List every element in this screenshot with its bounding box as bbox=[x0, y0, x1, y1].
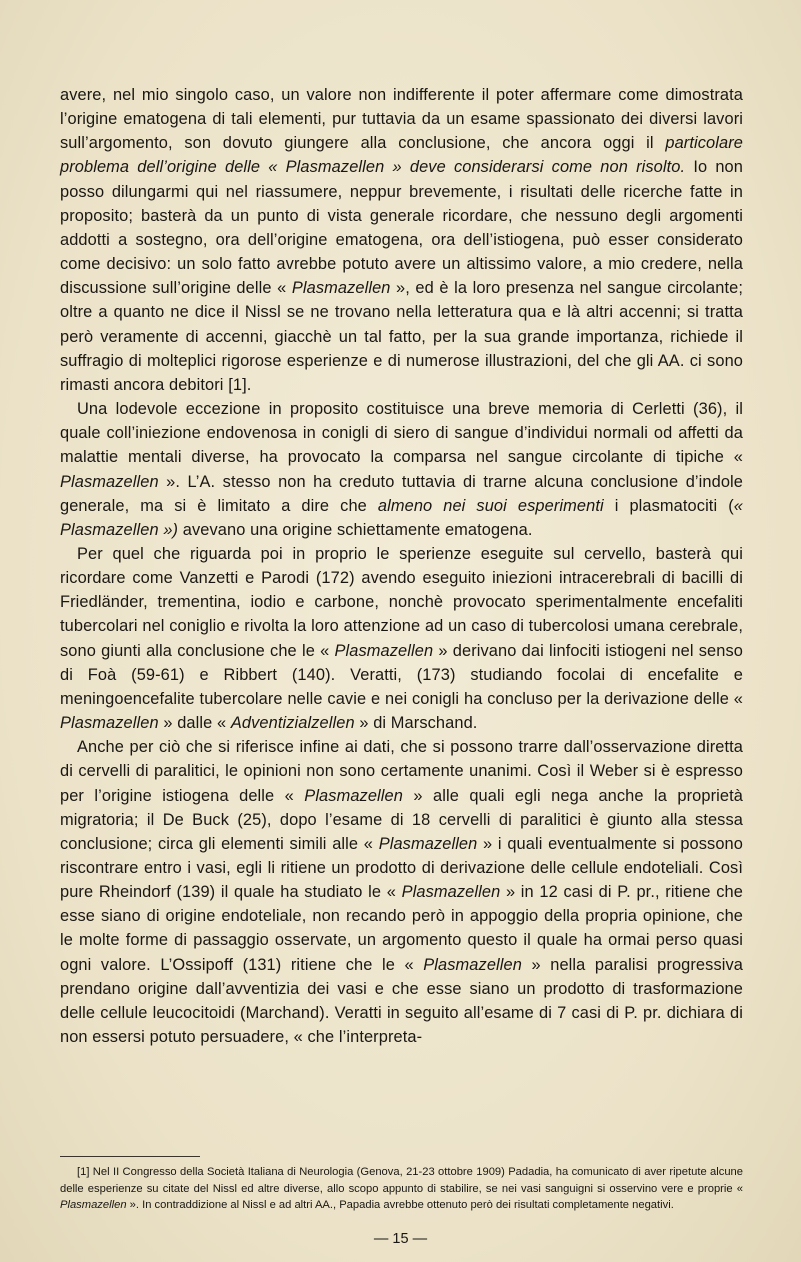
text-run: Anche per ciò che si riferisce infine ai dati, che si possono trarre dall’osservazione diretta di cervelli di paralitici, le opinioni non sono certamente unanimi. Così il Weber si è espresso per l’origine istiogena delle « bbox=[60, 738, 743, 805]
text-run: [1] Nel II Congresso della Società Italiana di Neurologia (Genova, 21-23 ottobre 1909) Padadia, ha comunicato di aver ripetute alcune delle esperienze su citate del Nissl ed altre diverse, allo scopo appunto di stabilire, se nei vasi sanguigni si osservino vere e proprie « bbox=[60, 1166, 743, 1195]
paragraph bbox=[60, 735, 743, 1049]
italic-text: Plasmazellen bbox=[291, 279, 391, 298]
text-run: » alle quali egli nega anche la proprietà migratoria; il De Buck (25), dopo l’esame di 18 cervelli di paralitici è giunto alla stessa conclusione; circa gli elementi simili alle « bbox=[60, 786, 743, 853]
italic-text: Plasmazellen bbox=[60, 1199, 127, 1212]
text-run: » dalle « bbox=[158, 714, 231, 733]
paragraph bbox=[60, 542, 743, 735]
italic-text: Plasmazellen bbox=[401, 883, 501, 902]
paragraph bbox=[60, 397, 743, 542]
italic-text: Plasmazellen bbox=[423, 955, 522, 974]
italic-text: particolare problema dell’origine delle « Plasmazellen » deve considerarsi come non risolto. bbox=[60, 134, 743, 177]
text-run: » in 12 casi di P. pr., ritiene che esse siano di origine endoteliale, non recando però in appoggio della propria opinione, che le molte forme di passaggio osservate, un argomento questo il quale ha ormai perso quasi ogni valore. L’Ossipoff (131) ritiene che le « bbox=[60, 883, 743, 974]
text-run: avevano una origine schiettamente ematogena. bbox=[178, 520, 533, 539]
text-run: » nella paralisi progressiva prendano origine dall’avventizia dei vasi e che esse siano un prodotto di trasformazione delle cellule leucocitoidi (Marchand). Veratti in seguito all’esame di 7 casi di P. pr. dichiara di non essersi potuto persuadere, « che l’interpreta- bbox=[60, 955, 743, 1047]
text-run: i plasmatociti ( bbox=[603, 496, 734, 515]
text-run: Per quel che riguarda poi in proprio le sperienze eseguite sul cervello, basterà qui ricordare come Vanzetti e Parodi (172) avendo eseguito iniezioni intracerebrali di bacilli di Friedländer, trementina, iodio e carbone, nonchè provocato sperimentalmente encefaliti tubercolari nel coniglio e rivolta la loro attenzione ad un caso di tubercolosi umana cerebrale, sono giunti alla conclusione che le « bbox=[60, 544, 743, 660]
page-number: — 15 — bbox=[373, 1231, 428, 1247]
body-text bbox=[60, 83, 743, 1049]
italic-text: Plasmazellen bbox=[60, 472, 159, 491]
italic-text: almeno nei suoi esperimenti bbox=[377, 496, 604, 515]
paragraph bbox=[60, 83, 743, 397]
italic-text: Adventizialzellen bbox=[230, 714, 355, 733]
text-run: » derivano dai linfociti istiogeni nel senso di Foà (59-61) e Ribbert (140). Veratti, (173) studiando focolai di encefalite e meningoencefalite tubercolare nelle cavie e nei conigli ha concluso per la derivazione delle « bbox=[60, 641, 743, 708]
italic-text: Plasmazellen bbox=[60, 714, 159, 733]
footnote bbox=[60, 1164, 743, 1214]
text-run: Una lodevole eccezione in proposito costituisce una breve memoria di Cerletti (36), il quale coll’iniezione endovenosa in conigli di siero di sangue d’individui normali od affetti da malattie mentali diverse, ha provocato la comparsa nel sangue circolante di tipiche « bbox=[60, 400, 743, 467]
text-run: ». In contraddizione al Nissl e ad altri AA., Papadia avrebbe ottenuto però dei risultati completamente negativi. bbox=[126, 1199, 674, 1212]
text-run: Io non posso dilungarmi qui nel riassumere, neppur brevemente, i risultati delle ricerche fatte in proposito; basterà da un punto di vista generale ricordare, che nessuno degli argomenti addotti a sostegno, ora dell’origine ematogena, ora dell’istiogena, può esser considerato come decisivo: un solo fatto avrebbe potuto avere un altissimo valore, a mio credere, nella discussione sull’origine delle « bbox=[60, 158, 743, 298]
italic-text: Plasmazellen bbox=[334, 641, 434, 660]
footnote-paragraph bbox=[60, 1164, 743, 1214]
italic-text: « Plasmazellen ») bbox=[60, 496, 743, 539]
italic-text: Plasmazellen bbox=[304, 786, 403, 805]
text-run: » i quali eventualmente si possono riscontrare entro i vasi, egli li ritiene un prodotto di derivazione delle cellule endoteliali. Così pure Rheindorf (139) il quale ha studiato le « bbox=[60, 834, 743, 902]
text-run: », ed è la loro presenza nel sangue circolante; oltre a quanto ne dice il Nissl se ne trovano nella letteratura qua e là altri accenni; si tratta però veramente di accenni, giacchè un tal fatto, per la sua grande importanza, richiede il suffragio di molteplici rigorose esperienze e di numerose illustrazioni, del che gli AA. ci sono rimasti ancora debitori [1]. bbox=[60, 279, 744, 394]
text-run: avere, nel mio singolo caso, un valore non indifferente il poter affermare come dimostrata l’origine ematogena di tali elementi, pur tuttavia da un esame spassionato dei diversi lavori sull’argomento, son dovuto giungere alla conclusione, che ancora oggi il bbox=[60, 86, 743, 153]
footnote-separator bbox=[60, 1156, 200, 1157]
italic-text: Plasmazellen bbox=[378, 834, 478, 853]
text-run: » di Marschand. bbox=[354, 714, 478, 733]
text-run: ». L’A. stesso non ha creduto tuttavia di trarne alcuna conclusione d’indole generale, ma si è limitato a dire che bbox=[60, 472, 743, 515]
